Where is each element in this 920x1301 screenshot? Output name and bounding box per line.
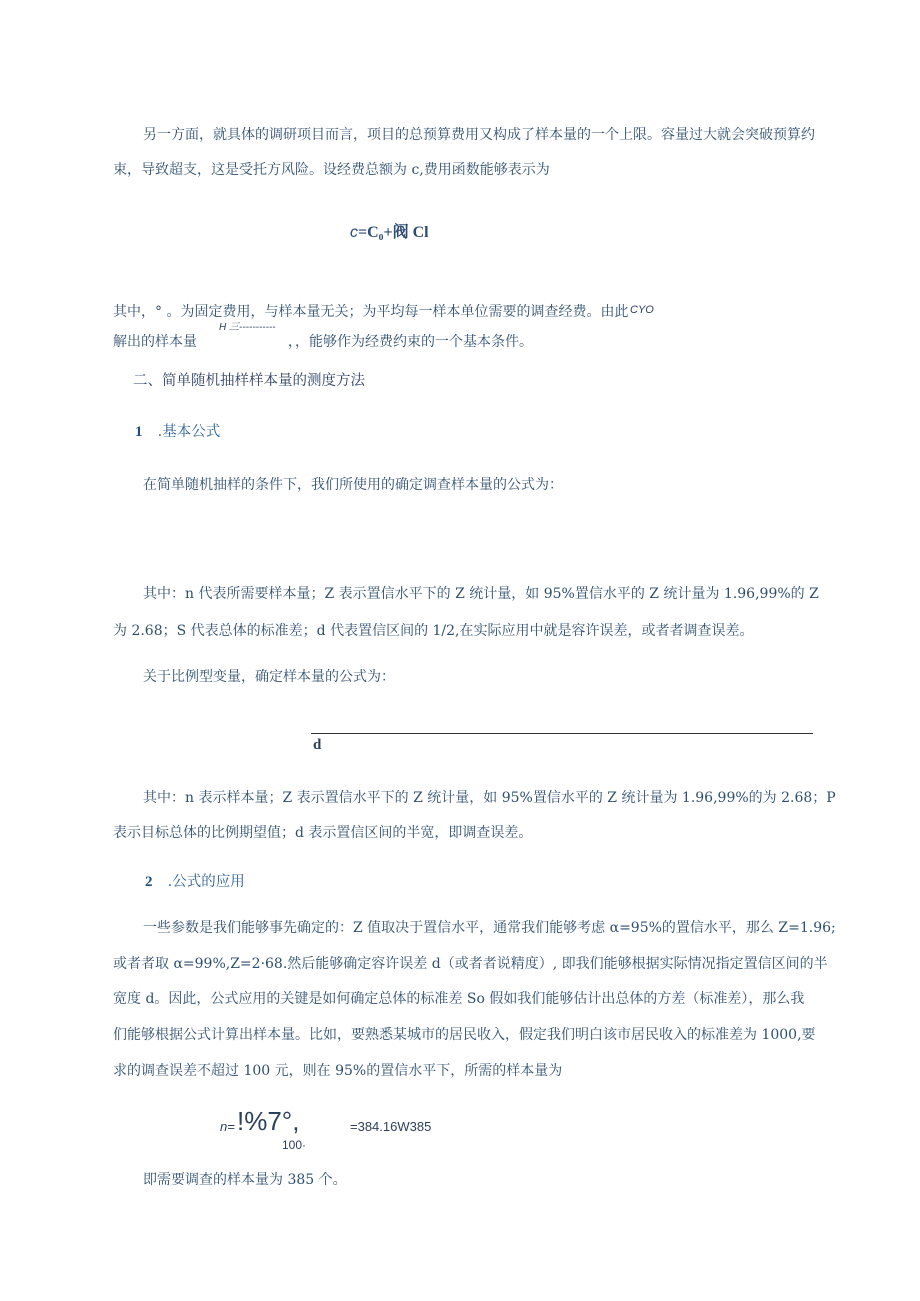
paragraph-8: 即需要调查的样本量为 385 个。 bbox=[143, 1172, 347, 1188]
subheading-title: .基本公式 bbox=[157, 424, 221, 440]
paragraph-4-line-1: 其中：n 代表所需要样本量；Z 表示置信水平下的 Z 统计量，如 95%置信水平的 Z 统计量为 1.96,99%的 Z bbox=[143, 586, 819, 602]
subheading-application bbox=[145, 870, 245, 891]
formula-result: =384.16W385 bbox=[350, 1119, 432, 1134]
subheading-basic-formula bbox=[135, 420, 220, 441]
formula-n-equals: n= bbox=[220, 1119, 235, 1134]
paragraph-4-line-2: 为 2.68；S 代表总体的标准差；d 代表置信区间的 1/2,在实际应用中就是容许误差，或者者调查误差。 bbox=[113, 623, 754, 639]
formula-numerator: !%7°, bbox=[237, 1106, 300, 1136]
subheading-number: 2 bbox=[145, 874, 153, 890]
sample-size-fraction-top: H 三----------- bbox=[219, 322, 276, 333]
paragraph-7-line-4: 们能够根据公式计算出样本量。比如，要熟悉某城市的居民收入，假定我们明白该市居民收入的标准差为 1000,要 bbox=[113, 1027, 816, 1043]
paragraph-7-line-3: 宽度 d。因此，公式应用的关键是如何确定总体的标准差 So 假如我们能够估计出总体的方差（标准差），那么我 bbox=[113, 991, 805, 1007]
subheading-title: .公式的应用 bbox=[167, 874, 245, 890]
formula-denominator-d: d bbox=[313, 737, 322, 753]
formula-cost-expression: =C₀+阀 Cl bbox=[358, 224, 429, 241]
paragraph-7-line-2: 或者者取 α=99%,Z=2·68.然后能够确定容许误差 d（或者者说精度）, 即我们能够根据实际情况指定置信区间的半 bbox=[113, 956, 828, 972]
section-heading: 二、简单随机抽样样本量的测度方法 bbox=[133, 373, 365, 389]
paragraph-1-line-1: 另一方面，就具体的调研项目而言，项目的总预算费用又构成了样本量的一个上限。容量过大就会突破预算约 bbox=[143, 127, 815, 143]
paragraph-6-line-1: 其中：n 表示样本量；Z 表示置信水平下的 Z 统计量，如 95%置信水平的 Z 统计量为 1.96,99%的为 2.68；P bbox=[143, 790, 836, 806]
paragraph-5: 关于比例型变量，确定样本量的公式为： bbox=[143, 669, 395, 685]
fraction-bar bbox=[311, 733, 813, 734]
paragraph-1-line-2: 束，导致超支，这是受托方风险。设经费总额为 c,费用函数能够表示为 bbox=[113, 162, 550, 178]
paragraph-7-line-5: 求的调查误差不超过 100 元，则在 95%的置信水平下，所需的样本量为 bbox=[113, 1063, 563, 1079]
paragraph-2-line-2-start: 解出的样本量 bbox=[113, 334, 197, 350]
paragraph-2-line-1: 其中，° 。为固定费用，与样本量无关；为平均每一样本单位需要的调查经费。由此 bbox=[113, 304, 629, 320]
cost-function-formula bbox=[350, 219, 429, 242]
formula-c-variable: c bbox=[350, 224, 358, 241]
paragraph-7-line-1: 一些参数是我们能够事先确定的：Z 值取决于置信水平，通常我们能够考虑 α=95%的置信水平，那么 Z=1.96; bbox=[143, 920, 836, 936]
paragraph-2-line-2-end: ，，能够作为经费约束的一个基本条件。 bbox=[288, 334, 533, 350]
cyo-formula-fragment: CYO bbox=[630, 304, 654, 316]
formula-denominator: 100· bbox=[282, 1138, 307, 1152]
subheading-number: 1 bbox=[135, 424, 143, 440]
paragraph-3: 在简单随机抽样的条件下，我们所使用的确定调查样本量的公式为： bbox=[143, 477, 563, 493]
paragraph-6-line-2: 表示目标总体的比例期望值；d 表示置信区间的半宽，即调查误差。 bbox=[113, 825, 533, 841]
